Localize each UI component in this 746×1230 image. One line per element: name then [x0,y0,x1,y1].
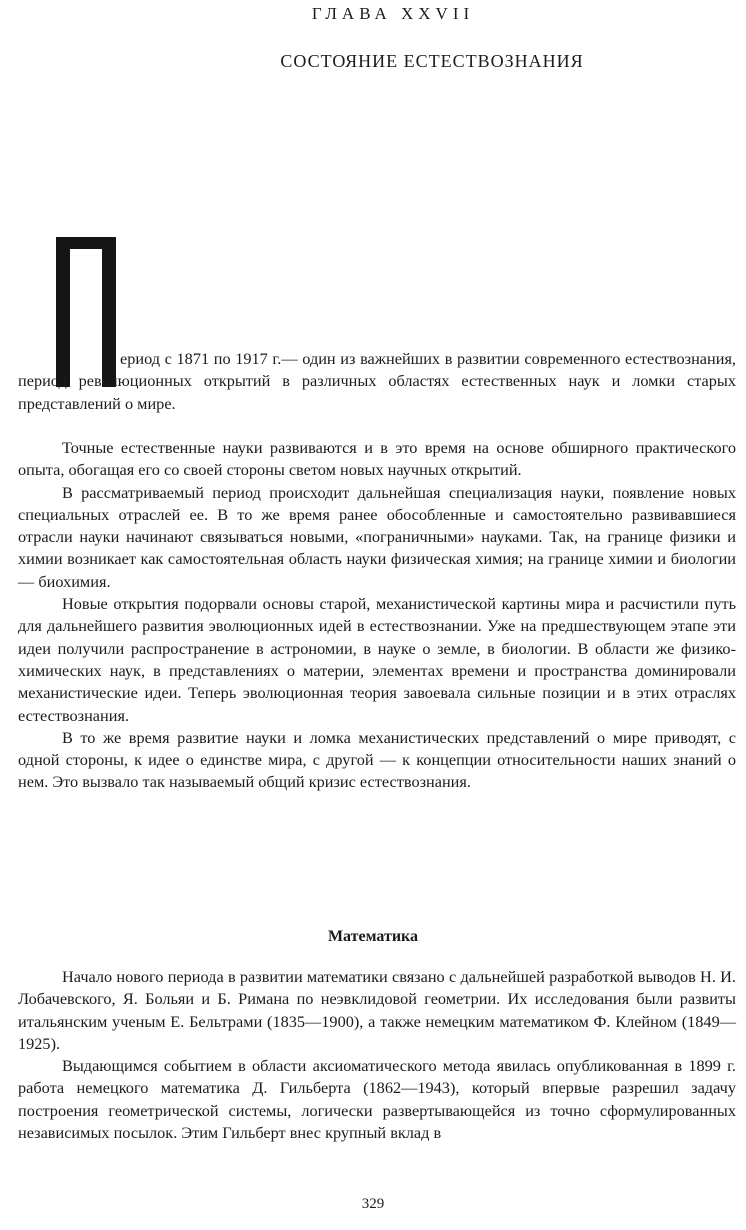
section-heading: Математика [327,928,419,945]
paragraph: Новые открытия подорвали основы старой, механистической картины мира и расчистили путь для дальнейшего развития эволюционных идей в естествознании. Уже на предшествующем этапе эти идеи получили распространение в астрономии, в науке о земле, в биологии. В области же физико-химических наук, в представлениях о материи, элементах времени и пространства доминировали механистические идеи. Теперь эволюционная теория завоевала сильные позиции и в этих отраслях естествознания. [18,594,736,725]
page-number: 329 [361,1196,385,1212]
paragraph: В то же время развитие науки и ломка механистических представлений о мире приводят, с одной стороны, к идее о единстве мира, с другой — к концепции относительности наших знаний о нем. Это вызвало так называемый общий кризис естествознания. [18,727,736,792]
intro-first-paragraph [18,348,736,415]
paragraph: ериод с 1871 по 1917 г.— один из важнейших в развитии современного естествознания, период революционных открытий в различных областях естественных наук и ломки старых представлений о мире. [18,349,736,413]
section-body [18,966,736,1144]
chapter-title: СОСТОЯНИЕ ЕСТЕСТВОЗНАНИЯ [280,51,584,71]
chapter-label: ГЛАВА XXVII [311,4,475,23]
paragraph: Точные естественные науки развиваются и в это время на основе обширного практического опыта, обогащая его со своей стороны светом новых научных открытий. [18,438,736,480]
paragraph: В рассматриваемый период происходит дальнейшая специализация науки, появление новых специальных отраслей ее. В то же время ранее обособленные и самостоятельно развивавшиеся отрасли науки начинают связываться новыми, «пограничными» науками. Так, на границе физики и химии возникает как самостоятельная область науки физическая химия; на границе химии и биологии — биохимия. [18,482,736,591]
paragraph: Начало нового периода в развитии математики связано с дальнейшей разработкой выводов Н. И. Лобачевского, Я. Больяи и Б. Римана по неэвклидовой геометрии. Их исследования были развиты итальянским ученым Е. Бельтрами (1835—1900), а также немецким математиком Ф. Клейном (1849—1925). [18,967,736,1053]
paragraph: Выдающимся событием в области аксиоматического метода явилась опубликованная в 1899 г. работа немецкого математика Д. Гильберта (1862—1943), который впервые разрешил задачу построения геометрической системы, логически развертывающейся из точно сформулированных независимых посылок. Этим Гильберт внес крупный вклад в [18,1056,736,1143]
intro-body [18,437,736,794]
